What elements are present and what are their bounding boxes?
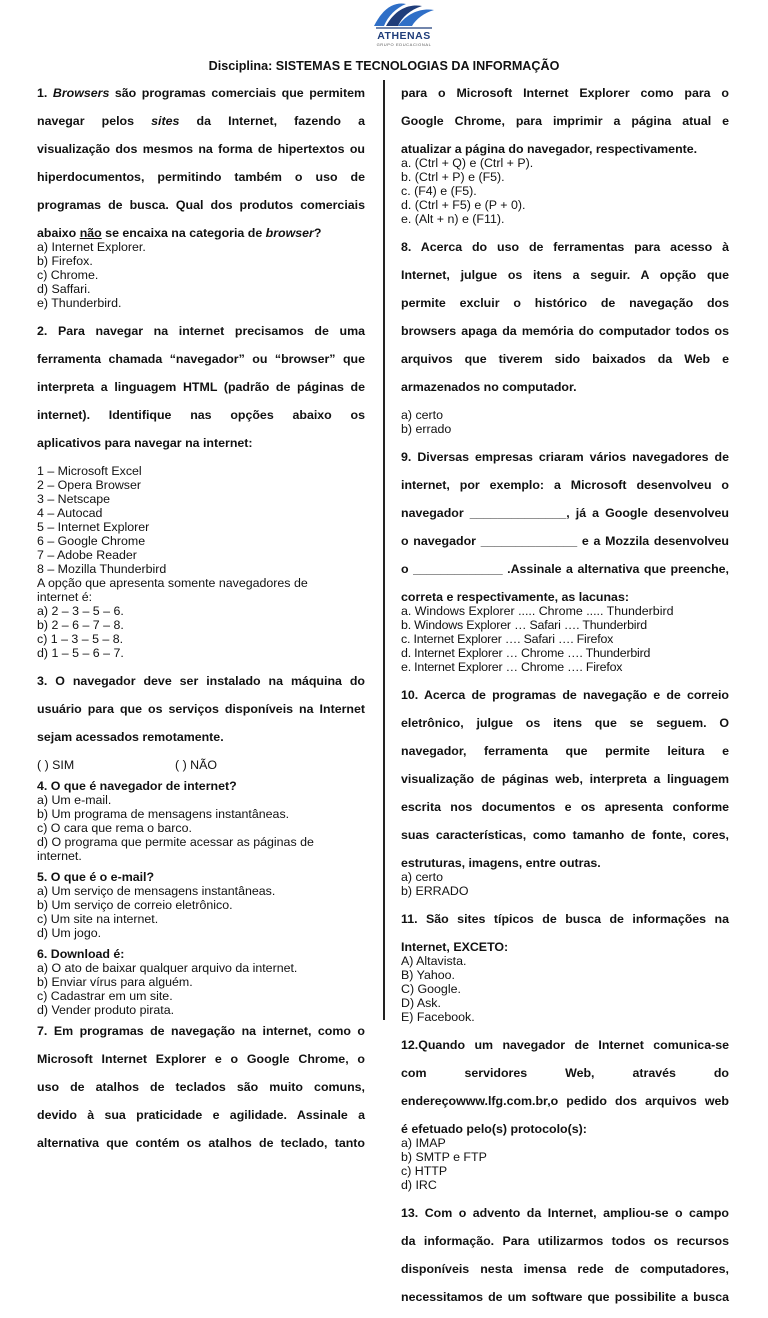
question-line: Google Chrome, para imprimir a página atual e bbox=[401, 114, 729, 128]
question-line: endereçowww.lfg.com.br,o pedido dos arquivos web bbox=[401, 1094, 729, 1108]
option: D) Ask. bbox=[401, 996, 441, 1010]
option: a. Windows Explorer ..... Chrome ..... Thunderbird bbox=[401, 604, 674, 618]
option: d. Internet Explorer … Chrome …. Thunderbird bbox=[401, 646, 651, 660]
question-line: aplicativos para navegar na internet: bbox=[37, 436, 253, 450]
question-line: Internet, EXCETO: bbox=[401, 940, 509, 954]
question-7-part-2 bbox=[401, 86, 729, 226]
list-item: 2 – Opera Browser bbox=[37, 478, 141, 492]
option: C) Google. bbox=[401, 982, 461, 996]
option: b. (Ctrl + P) e (F5). bbox=[401, 170, 505, 184]
option: internet. bbox=[37, 849, 82, 863]
question-line: 2. Para navegar na internet precisamos de uma bbox=[37, 324, 365, 338]
option: d) Vender produto pirata. bbox=[37, 1003, 175, 1017]
option: A) Altavista. bbox=[401, 954, 467, 968]
question-6 bbox=[37, 947, 365, 1017]
question-line: visualização de páginas web, interpreta a linguagem bbox=[401, 772, 729, 786]
option: d) Um jogo. bbox=[37, 926, 102, 940]
question-10 bbox=[401, 688, 729, 898]
question-5 bbox=[37, 870, 365, 940]
question-line: uso de atalhos de teclados são muito comuns, bbox=[37, 1080, 365, 1094]
right-column bbox=[401, 86, 729, 1318]
question-line: sejam acessados remotamente. bbox=[37, 730, 224, 744]
question-line: navegador, ferramenta que permite leitura e bbox=[401, 744, 729, 758]
question-line: navegador ______________, já a Google desenvolveu bbox=[401, 506, 729, 520]
question-line: Microsoft Internet Explorer e o Google Chrome, o bbox=[37, 1052, 365, 1066]
question-line: estruturas, imagens, entre outras. bbox=[401, 856, 601, 870]
question-line: é efetuado pelo(s) protocolo(s): bbox=[401, 1122, 587, 1136]
question-line: o _____________ .Assinale a alternativa que preenche, bbox=[401, 562, 729, 576]
option: c) HTTP bbox=[401, 1164, 448, 1178]
question-line: ferramenta chamada “navegador” ou “browser” que bbox=[37, 352, 365, 366]
option: E) Facebook. bbox=[401, 1010, 475, 1024]
question-line: permite excluir o histórico de navegação dos bbox=[401, 296, 729, 310]
prompt: A opção que apresenta somente navegadores de bbox=[37, 576, 308, 590]
question-line: Internet, julgue os itens a seguir. A opção que bbox=[401, 268, 729, 282]
option: c) O cara que rema o barco. bbox=[37, 821, 192, 835]
option: a) Internet Explorer. bbox=[37, 240, 146, 254]
question-13 bbox=[401, 1206, 729, 1318]
question-line: internet). Identifique nas opções abaixo os bbox=[37, 408, 365, 422]
question-line: disponíveis nesta imensa rede de computadores, bbox=[401, 1262, 729, 1276]
option: c) Um site na internet. bbox=[37, 912, 159, 926]
question-line: arquivos que tiverem sido baixados da Web e bbox=[401, 352, 729, 366]
option: b) SMTP e FTP bbox=[401, 1150, 487, 1164]
list-item: 6 – Google Chrome bbox=[37, 534, 146, 548]
list-item: 4 – Autocad bbox=[37, 506, 103, 520]
question-line: navegar pelos sites da Internet, fazendo a bbox=[37, 114, 365, 128]
option: d) O programa que permite acessar as páginas de bbox=[37, 835, 314, 849]
question-line: correta e respectivamente, as lacunas: bbox=[401, 590, 629, 604]
brand-subtitle: GRUPO EDUCACIONAL bbox=[376, 42, 432, 47]
option: b) errado bbox=[401, 422, 452, 436]
question-line: 4. O que é navegador de internet? bbox=[37, 779, 237, 793]
question-line: browsers apaga da memória do computador todos os bbox=[401, 324, 729, 338]
question-line: hiperdocumentos, permitindo também o uso de bbox=[37, 170, 365, 184]
option: b) Um serviço de correio eletrônico. bbox=[37, 898, 233, 912]
option: d) Saffari. bbox=[37, 282, 91, 296]
question-line: usuário para que os serviços disponíveis na Internet bbox=[37, 702, 365, 716]
option: c. Internet Explorer …. Safari …. Firefox bbox=[401, 632, 614, 646]
question-line: interpreta a linguagem HTML (padrão de páginas de bbox=[37, 380, 365, 394]
question-line: abaixo não se encaixa na categoria de browser? bbox=[37, 226, 322, 240]
list-item: 8 – Mozilla Thunderbird bbox=[37, 562, 167, 576]
question-line: programas de busca. Qual dos produtos comerciais bbox=[37, 198, 365, 212]
question-line: 5. O que é o e-mail? bbox=[37, 870, 155, 884]
option: b) 2 – 6 – 7 – 8. bbox=[37, 618, 124, 632]
question-line: necessitamos de um software que possibilite a busca bbox=[401, 1290, 729, 1304]
list-item: 7 – Adobe Reader bbox=[37, 548, 137, 562]
question-4 bbox=[37, 779, 365, 863]
question-line: 8. Acerca do uso de ferramentas para acesso à bbox=[401, 240, 729, 254]
option: e. (Alt + n) e (F11). bbox=[401, 212, 505, 226]
question-line: devido à sua praticidade e agilidade. Assinale a bbox=[37, 1108, 365, 1122]
nao-checkbox[interactable]: ( ) NÃO bbox=[175, 758, 217, 772]
question-9 bbox=[401, 450, 729, 674]
list-item: 3 – Netscape bbox=[37, 492, 111, 506]
page-title: Disciplina: SISTEMAS E TECNOLOGIAS DA INFORMAÇÃO bbox=[208, 59, 560, 73]
question-line: 7. Em programas de navegação na internet, como o bbox=[37, 1024, 365, 1038]
question-1 bbox=[37, 86, 365, 310]
option: a) IMAP bbox=[401, 1136, 446, 1150]
wave-logo-icon bbox=[366, 0, 442, 32]
option: b) Um programa de mensagens instantâneas. bbox=[37, 807, 290, 821]
option: a) 2 – 3 – 5 – 6. bbox=[37, 604, 124, 618]
option: c. (F4) e (F5). bbox=[401, 184, 477, 198]
question-line: escrita nos documentos e os apresenta conforme bbox=[401, 800, 729, 814]
option: a) O ato de baixar qualquer arquivo da internet. bbox=[37, 961, 298, 975]
question-line: eletrônico, julgue os itens que se seguem. O bbox=[401, 716, 729, 730]
option: c) 1 – 3 – 5 – 8. bbox=[37, 632, 124, 646]
option: a) Um e-mail. bbox=[37, 793, 112, 807]
question-line: 11. São sites típicos de busca de informações na bbox=[401, 912, 729, 926]
question-line: da informação. Para utilizarmos todos os recursos bbox=[401, 1234, 729, 1248]
option: d. (Ctrl + F5) e (P + 0). bbox=[401, 198, 526, 212]
option: a) Um serviço de mensagens instantâneas. bbox=[37, 884, 276, 898]
question-line: 3. O navegador deve ser instalado na máquina do bbox=[37, 674, 365, 688]
question-line: para o Microsoft Internet Explorer como para o bbox=[401, 86, 729, 100]
option: c) Chrome. bbox=[37, 268, 99, 282]
question-line: armazenados no computador. bbox=[401, 380, 577, 394]
list-item: 1 – Microsoft Excel bbox=[37, 464, 142, 478]
question-line: alternativa que contém os atalhos de teclado, tanto bbox=[37, 1136, 365, 1150]
sim-nao-row bbox=[37, 758, 365, 772]
left-column bbox=[37, 86, 365, 1164]
option: b. Windows Explorer … Safari …. Thunderbird bbox=[401, 618, 647, 632]
question-11 bbox=[401, 912, 729, 1024]
question-line: visualização dos mesmos na forma de hipertextos ou bbox=[37, 142, 365, 156]
question-line: com servidores Web, através do bbox=[401, 1066, 729, 1080]
prompt: internet é: bbox=[37, 590, 93, 604]
question-8 bbox=[401, 240, 729, 436]
question-line: atualizar a página do navegador, respectivamente. bbox=[401, 142, 698, 156]
option: a. (Ctrl + Q) e (Ctrl + P). bbox=[401, 156, 534, 170]
option: b) ERRADO bbox=[401, 884, 469, 898]
question-line: o navegador ______________ e a Mozzila desenvolveu bbox=[401, 534, 729, 548]
question-line: internet, por exemplo: a Microsoft desenvolveu o bbox=[401, 478, 729, 492]
question-7-part-1 bbox=[37, 1024, 365, 1164]
option: b) Firefox. bbox=[37, 254, 93, 268]
question-3 bbox=[37, 674, 365, 772]
question-12 bbox=[401, 1038, 729, 1192]
question-line: 12.Quando um navegador de Internet comunica-se bbox=[401, 1038, 729, 1052]
option: a) certo bbox=[401, 408, 444, 422]
question-line: suas características, como tamanho de fonte, cores, bbox=[401, 828, 729, 842]
option: a) certo bbox=[401, 870, 444, 884]
option: e. Internet Explorer … Chrome …. Firefox bbox=[401, 660, 623, 674]
column-divider bbox=[383, 80, 385, 1020]
option: c) Cadastrar em um site. bbox=[37, 989, 173, 1003]
brand-name: ATHENAS bbox=[377, 30, 431, 42]
option: d) IRC bbox=[401, 1178, 437, 1192]
question-2 bbox=[37, 324, 365, 660]
option: e) Thunderbird. bbox=[37, 296, 122, 310]
question-line: 10. Acerca de programas de navegação e de correio bbox=[401, 688, 729, 702]
list-item: 5 – Internet Explorer bbox=[37, 520, 150, 534]
sim-checkbox[interactable]: ( ) SIM bbox=[37, 758, 75, 772]
option: d) 1 – 5 – 6 – 7. bbox=[37, 646, 124, 660]
athenas-logo bbox=[366, 0, 442, 50]
option: B) Yahoo. bbox=[401, 968, 455, 982]
question-line: 13. Com o advento da Internet, ampliou-se o campo bbox=[401, 1206, 729, 1220]
question-line: 6. Download é: bbox=[37, 947, 125, 961]
question-line: 9. Diversas empresas criaram vários navegadores de bbox=[401, 450, 729, 464]
option: b) Enviar vírus para alguém. bbox=[37, 975, 193, 989]
question-line: 1. Browsers são programas comerciais que permitem bbox=[37, 86, 365, 100]
